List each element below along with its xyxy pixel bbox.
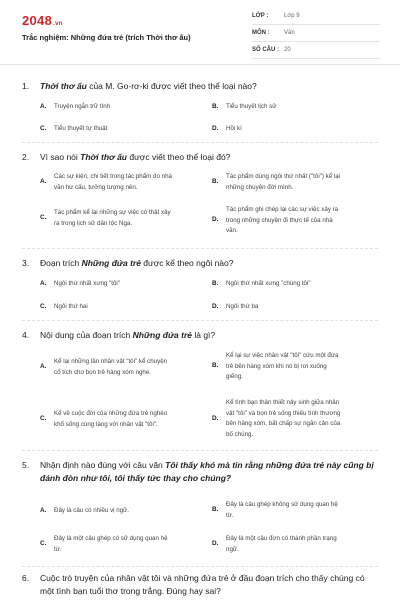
question-divider: [22, 248, 378, 249]
question-6: [0, 572, 400, 598]
question-text-part: là gì?: [191, 330, 216, 340]
question-text-part: được kể theo ngôi nào?: [140, 258, 234, 268]
option-letter: D.: [212, 303, 219, 310]
option-text: Truyện ngắn trữ tình: [54, 103, 111, 110]
option-a[interactable]: [40, 357, 205, 378]
option-letter: D.: [212, 415, 219, 422]
question-5: [0, 459, 400, 553]
option-text: Ngôi thứ nhất xưng "chúng tôi": [226, 280, 311, 287]
question-text: [0, 80, 400, 93]
option-line: Đây là một câu ghép có sử dụng quan hệ: [54, 535, 168, 542]
option-c[interactable]: [40, 534, 205, 555]
option-text: [226, 172, 340, 193]
option-text: [226, 205, 338, 237]
option-c[interactable]: [40, 409, 205, 430]
option-text: Tiểu thuyết tự thuật: [54, 125, 108, 132]
question-number: 3.: [22, 258, 30, 268]
option-line: từ.: [226, 511, 234, 519]
option-letter: A.: [40, 103, 47, 110]
question-number: 6.: [22, 573, 30, 583]
question-text-part: Nhận định nào đúng với câu văn: [40, 460, 166, 470]
question-text-part: Vì sao nói: [40, 152, 81, 162]
option-line: Kể tình bạn thân thiết nảy sinh giữa nhân: [226, 399, 340, 406]
option-line: cổ tích cho bọn trẻ hàng xóm nghe.: [54, 368, 151, 376]
option-letter: B.: [212, 103, 219, 110]
option-line: Kể lại những lần nhân vật "tôi" kể chuyện: [54, 358, 168, 365]
option-line: ngữ.: [226, 545, 239, 553]
question-text: [0, 329, 400, 342]
question-text-part: Cuộc trò truyện của nhân vật tôi và những đứa trẻ ở đầu đoạn trích cho thấy chúng có một tình bạn tuổi thơ trong trắng. Đúng hay sai?: [40, 573, 365, 596]
question-divider: [22, 566, 378, 567]
option-text: Ngôi thứ hai: [54, 303, 88, 310]
logo-suffix: .vn: [53, 21, 63, 27]
option-letter: A.: [40, 178, 47, 185]
question-text: [0, 151, 400, 164]
option-text: [54, 534, 168, 555]
question-text-part: Đoạn trích: [40, 258, 82, 268]
option-text: [54, 208, 171, 229]
option-text: [226, 398, 340, 440]
option-text: Đây là câu có nhiều vị ngữ.: [54, 507, 129, 514]
option-letter: C.: [40, 415, 47, 422]
logo-text: 2048: [22, 13, 53, 28]
meta-value: Văn: [284, 30, 295, 36]
option-a[interactable]: [40, 172, 205, 193]
option-text: Tiểu thuyết lịch sử: [226, 103, 277, 110]
meta-label: MÔN :: [252, 30, 270, 36]
question-number: 2.: [22, 152, 30, 162]
question-text: [0, 459, 400, 485]
worksheet-title: Trắc nghiệm: Những đứa trẻ (trích Thời thơ ấu): [22, 33, 191, 42]
option-line: khổ sống cùng làng với nhân vật "tôi".: [54, 420, 158, 428]
option-letter: B.: [212, 178, 219, 185]
option-line: văn.: [226, 227, 238, 234]
question-divider: [22, 450, 378, 451]
option-text: [54, 357, 167, 378]
option-b[interactable]: [212, 500, 378, 521]
meta-label: LỚP :: [252, 13, 269, 19]
option-line: Kể về cuộc đời của những đứa trẻ nghèo: [54, 410, 168, 417]
meta-row-subject: [252, 27, 380, 42]
question-number: 1.: [22, 81, 30, 91]
option-text: Ngôi thứ nhất xưng "tôi": [54, 280, 120, 287]
option-text: [226, 351, 338, 383]
option-letter: A.: [40, 363, 47, 370]
question-text-part: được viết theo thể loại đó?: [127, 152, 231, 162]
option-text: Ngôi thứ ba: [226, 303, 259, 310]
question-emphasis: Những đứa trẻ: [132, 330, 192, 340]
option-line: giếng.: [226, 373, 243, 380]
option-line: bên hàng xóm, bất chấp sự ngăn cản của: [226, 420, 341, 427]
option-b[interactable]: [212, 172, 378, 193]
option-line: Tác phẩm kể lại những sự việc có thật xảy: [54, 209, 171, 216]
option-text: [54, 172, 172, 193]
option-line: Các sự kiện, chi tiết trong tác phẩm do nhà: [54, 173, 172, 180]
question-emphasis: Thời thơ ấu: [40, 81, 87, 91]
option-line: từ.: [54, 545, 62, 553]
option-line: Tác phẩm dùng ngôi thứ nhất ("tôi") kể lại: [226, 173, 341, 180]
option-line: trong những chuyện đi thực tế của nhà: [226, 216, 333, 224]
option-letter: C.: [40, 540, 47, 547]
question-4: [0, 329, 400, 438]
option-line: những chuyện đời mình.: [226, 183, 294, 191]
option-c[interactable]: [40, 208, 205, 229]
option-line: ra trong lịch sử dân tộc Nga.: [54, 219, 133, 227]
question-emphasis: Những đứa trẻ: [81, 258, 141, 268]
option-letter: A.: [40, 507, 47, 514]
option-letter: C.: [40, 303, 47, 310]
option-text: [226, 534, 337, 555]
option-letter: B.: [212, 280, 219, 287]
worksheet-meta: [252, 10, 380, 61]
option-line: Đây là câu ghép không sử dụng quan hệ: [226, 501, 338, 508]
option-letter: C.: [40, 214, 47, 221]
option-letter: D.: [212, 125, 219, 132]
option-letter: B.: [212, 362, 219, 369]
option-line: Đây là một câu đơn có thành phần trạng: [226, 535, 337, 542]
question-3: [0, 257, 400, 310]
question-text-part: của M. Go-rơ-ki được viết theo thể loại nào?: [86, 81, 257, 91]
question-emphasis: Tôi thấy khó mà tin rằng những đứa trẻ này cũng bị đánh đòn như tôi, tôi thấy tức thay cho chúng?: [40, 460, 374, 483]
question-text-part: Nội dung của đoạn trích: [40, 330, 133, 340]
option-letter: A.: [40, 280, 47, 287]
option-line: bố chúng.: [226, 430, 254, 438]
question-emphasis: Thời thơ ấu: [80, 152, 127, 162]
option-text: [54, 409, 167, 430]
option-d[interactable]: [212, 398, 378, 441]
option-text: [226, 500, 338, 521]
meta-row-count: [252, 44, 380, 59]
question-text: [0, 257, 400, 270]
question-1: [0, 80, 400, 132]
question-2: [0, 151, 400, 234]
option-text: Hồi kí: [226, 125, 242, 132]
question-number: 5.: [22, 460, 30, 470]
option-letter: D.: [212, 540, 219, 547]
question-text: [0, 572, 400, 598]
option-d[interactable]: [212, 205, 378, 237]
option-letter: B.: [212, 506, 219, 513]
option-line: Kể lại sự việc nhân vật "tôi" cứu một đứa: [226, 352, 339, 359]
worksheet-header: [0, 0, 400, 65]
option-line: vật "tôi" và bọn trẻ sống thiếu tình thương: [226, 409, 341, 417]
meta-row-grade: [252, 10, 380, 25]
meta-label: SỐ CÂU :: [252, 47, 279, 53]
question-divider: [22, 320, 378, 321]
option-line: Tác phẩm ghi chép lại các sự việc xảy ra: [226, 206, 339, 213]
option-b[interactable]: [212, 351, 378, 383]
site-logo[interactable]: [22, 13, 63, 28]
option-line: văn hư cấu, tưởng tượng nên.: [54, 183, 138, 191]
option-letter: C.: [40, 125, 47, 132]
option-d[interactable]: [212, 534, 378, 555]
meta-value: 20: [284, 47, 291, 53]
question-number: 4.: [22, 330, 30, 340]
meta-value: Lớp 9: [284, 13, 300, 19]
option-letter: D.: [212, 216, 219, 223]
question-divider: [22, 142, 378, 143]
option-line: trẻ bên hàng xóm khi nó bị rơi xuống: [226, 362, 327, 370]
